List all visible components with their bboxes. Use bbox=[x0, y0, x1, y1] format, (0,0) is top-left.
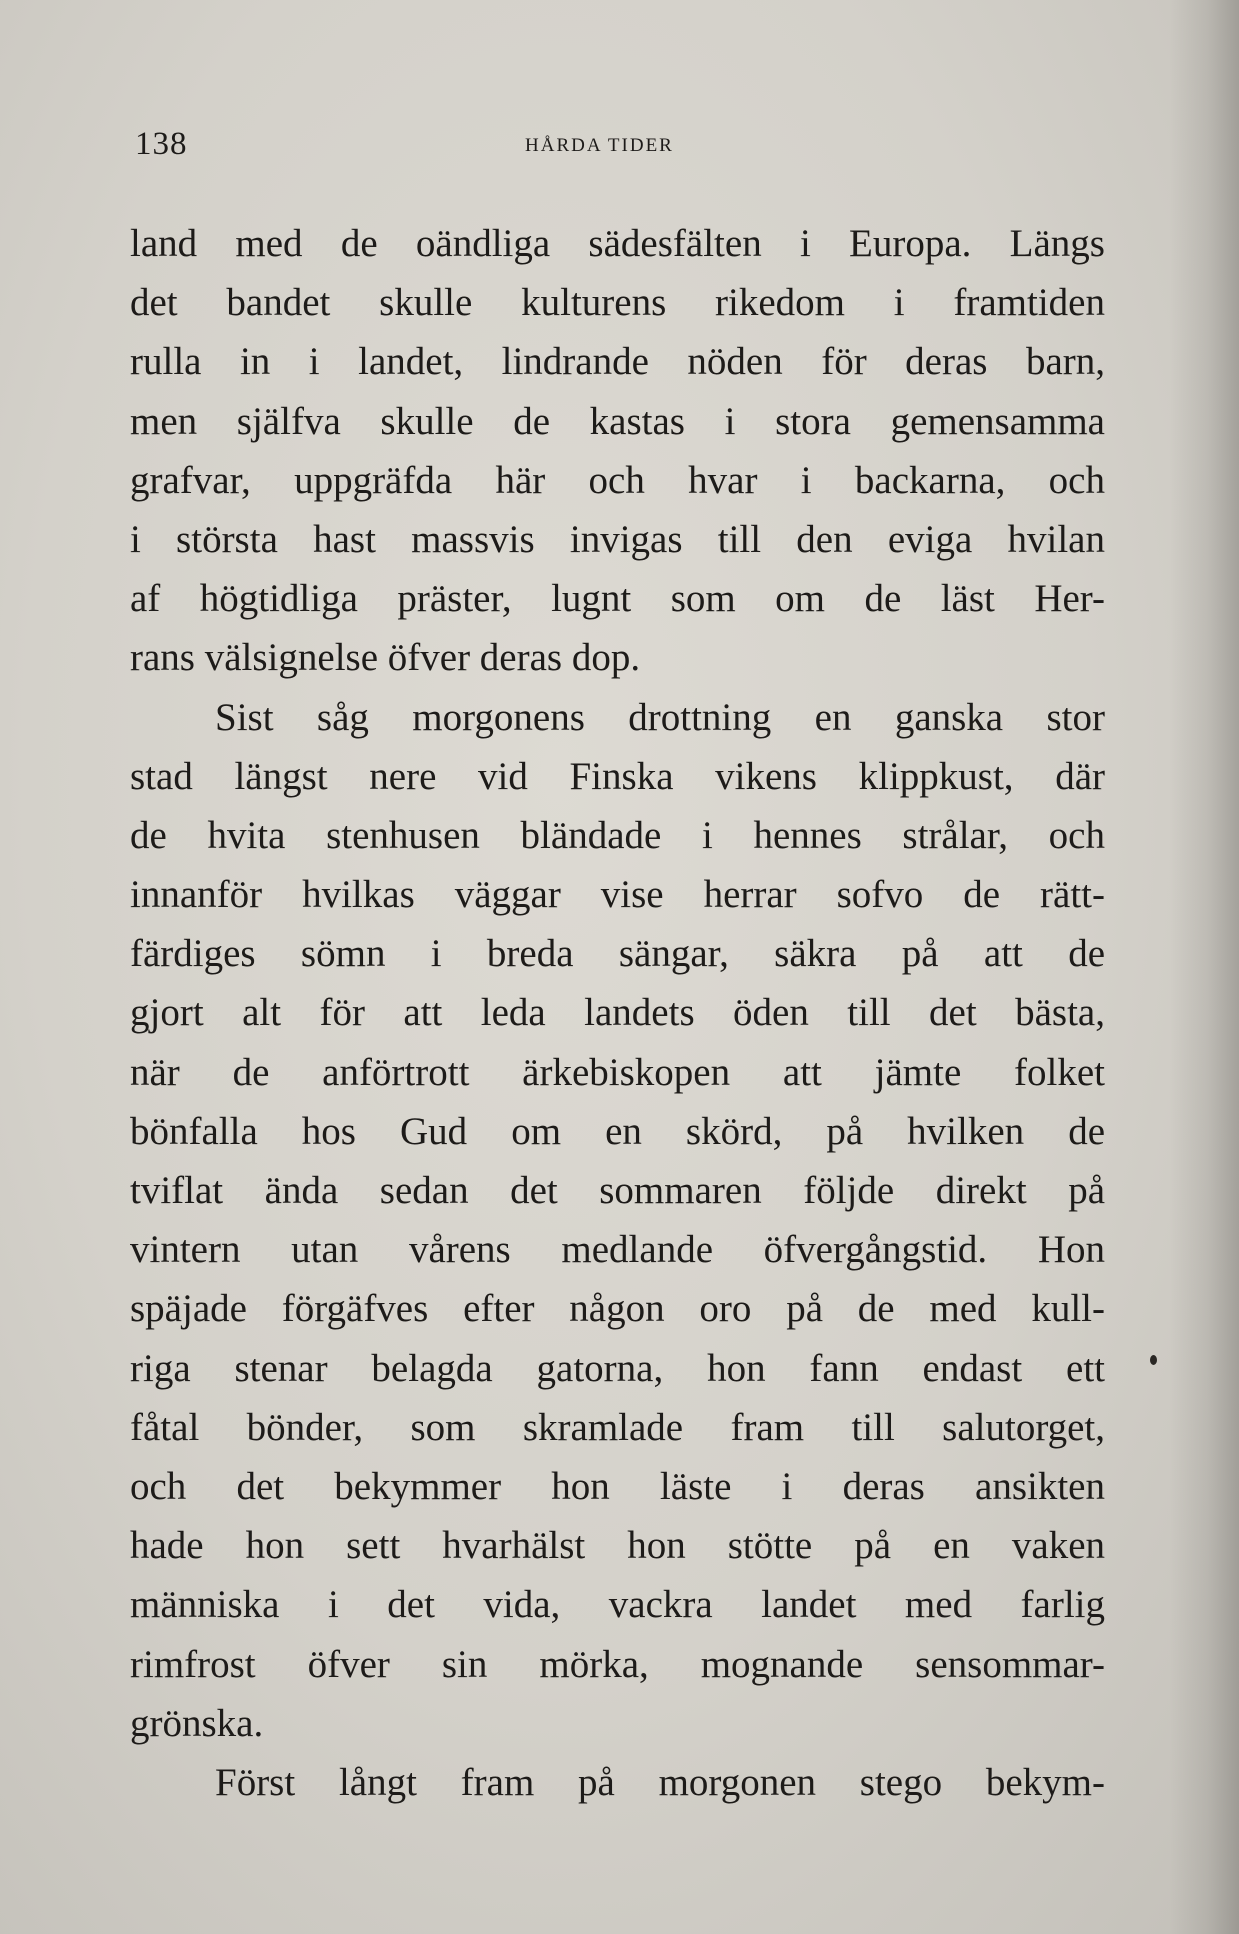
text-line: innanför hvilkas väggar vise herrar sofvo de rätt- bbox=[130, 873, 1105, 917]
text-line: i största hast massvis invigas till den eviga hvilan bbox=[130, 517, 1105, 561]
paragraph-start-line: Sist såg morgonens drottning en ganska stor bbox=[215, 695, 1105, 739]
text-line: riga stenar belagda gatorna, hon fann endast ett bbox=[130, 1346, 1105, 1390]
text-line: af högtidliga präster, lugnt som om de läst Her- bbox=[130, 577, 1105, 621]
text-line: gjort alt för att leda landets öden till det bästa, bbox=[130, 991, 1105, 1035]
ink-speck bbox=[1150, 1355, 1157, 1365]
text-line: färdiges sömn i breda sängar, säkra på att de bbox=[130, 932, 1105, 976]
page-gutter-shadow bbox=[1169, 0, 1239, 1934]
running-head: HÅRDA TIDER bbox=[525, 135, 674, 156]
text-line: rans välsignelse öfver deras dop. bbox=[130, 636, 641, 680]
text-line: grönska. bbox=[130, 1701, 264, 1745]
text-line: det bandet skulle kulturens rikedom i framtiden bbox=[130, 281, 1105, 325]
text-line: rimfrost öfver sin mörka, mognande sensommar- bbox=[130, 1642, 1105, 1686]
text-line: späjade förgäfves efter någon oro på de med kull- bbox=[130, 1287, 1105, 1331]
paragraph-start-line: Först långt fram på morgonen stego bekym- bbox=[215, 1760, 1105, 1804]
text-line: människa i det vida, vackra landet med farlig bbox=[130, 1583, 1105, 1627]
text-line: stad längst nere vid Finska vikens klippkust, där bbox=[130, 754, 1105, 798]
text-line: men själfva skulle de kastas i stora gemensamma bbox=[130, 399, 1105, 443]
text-line: rulla in i landet, lindrande nöden för deras barn, bbox=[130, 340, 1105, 384]
page-number: 138 bbox=[135, 126, 188, 162]
text-line: och det bekymmer hon läste i deras ansikten bbox=[130, 1464, 1105, 1508]
page-header bbox=[135, 126, 1135, 166]
text-line: land med de oändliga sädesfälten i Europa. Längs bbox=[130, 222, 1105, 265]
text-line: vintern utan vårens medlande öfvergångstid. Hon bbox=[130, 1228, 1105, 1272]
text-line: tviflat ända sedan det sommaren följde direkt på bbox=[130, 1169, 1105, 1212]
text-line: grafvar, uppgräfda här och hvar i backarna, och bbox=[130, 458, 1105, 502]
text-line: när de anförtrott ärkebiskopen att jämte folket bbox=[130, 1050, 1105, 1094]
text-line: bönfalla hos Gud om en skörd, på hvilken de bbox=[130, 1109, 1105, 1153]
text-line: hade hon sett hvarhälst hon stötte på en vaken bbox=[130, 1524, 1105, 1568]
text-line: de hvita stenhusen bländade i hennes strålar, och bbox=[130, 813, 1105, 857]
body-text bbox=[130, 214, 1105, 1812]
text-line: fåtal bönder, som skramlade fram till salutorget, bbox=[130, 1405, 1105, 1449]
